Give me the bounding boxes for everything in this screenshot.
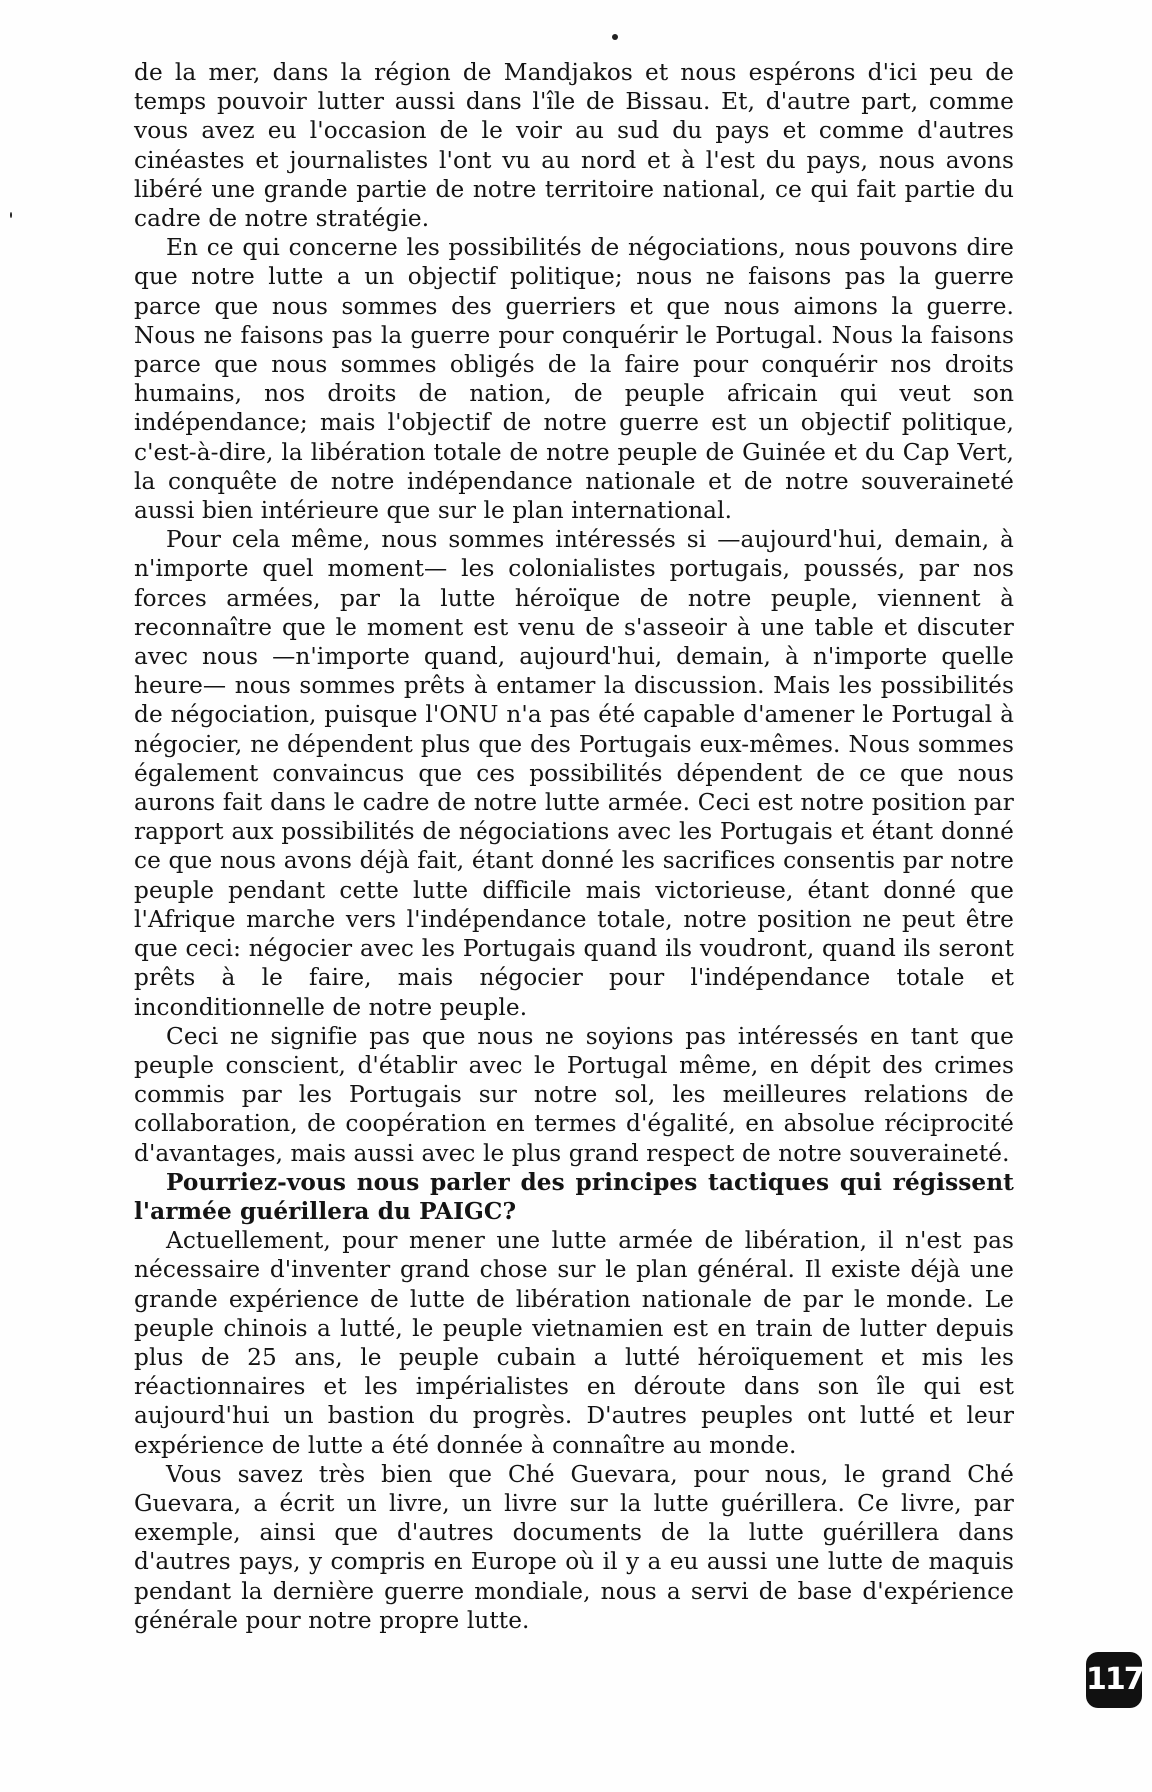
answer-paragraph-2: Vous savez très bien que Ché Guevara, pour nous, le grand Ché Guevara, a écrit un livre, un livre sur la lutte guérillera. Ce livre, par exemple, ainsi que d'autres documents de la lutte guérillera dans d'autres pays, y compris en Europe où il y a eu aussi une lutte de maquis pendant la dernière guerre mondiale, nous a servi de base d'expérience générale pour notre propre lutte. [134, 1460, 1014, 1634]
body-text [134, 58, 1014, 1635]
interview-question: Pourriez-vous nous parler des principes tactiques qui régissent l'armée guérillera du PAIGC? [134, 1168, 1014, 1225]
print-speck [612, 34, 618, 40]
paragraph-relations: Ceci ne signifie pas que nous ne soyions pas intéressés en tant que peuple conscient, d'établir avec le Portugal même, en dépit des crimes commis par les Portugais sur notre sol, les meilleures relations de collaboration, de coopération en termes d'égalité, en absolue réciprocité d'avantages, mais aussi avec le plus grand respect de notre souveraineté. [134, 1022, 1014, 1167]
page-number-badge: 117 [1086, 1652, 1142, 1708]
paragraph-negotiations: En ce qui concerne les possibilités de négociations, nous pouvons dire que notre lutte a un objectif politique; nous ne faisons pas la guerre parce que nous sommes des guerriers et que nous aimons la guerre. Nous ne faisons pas la guerre pour conquérir le Portugal. Nous la faisons parce que nous sommes obligés de la faire pour conquérir nos droits humains, nos droits de nation, de peuple africain qui veut son indépendance; mais l'objectif de notre guerre est un objectif politique, c'est-à-dire, la libération totale de notre peuple de Guinée et du Cap Vert, la conquête de notre indépendance nationale et de notre souveraineté aussi bien intérieure que sur le plan international. [134, 234, 1014, 525]
paragraph-continued: de la mer, dans la région de Mandjakos et nous espérons d'ici peu de temps pouvoir lutter aussi dans l'île de Bissau. Et, d'autre part, comme vous avez eu l'occasion de le voir au sud du pays et comme d'autres cinéastes et journalistes l'ont vu au nord et à l'est du pays, nous avons libéré une grande partie de notre territoire national, ce qui fait partie du cadre de notre stratégie. [134, 59, 1014, 233]
paragraph-position: Pour cela même, nous sommes intéressés si —aujourd'hui, demain, à n'importe quel moment— les colonialistes portugais, poussés, par nos forces armées, par la lutte héroïque de notre peuple, viennent à reconnaître que le moment est venu de s'asseoir à une table et discuter avec nous —n'importe quand, aujourd'hui, demain, à n'importe quelle heure— nous sommes prêts à entamer la discussion. Mais les possibilités de négociation, puisque l'ONU n'a pas été capable d'amener le Portugal à négocier, ne dépendent plus que des Portugais eux-mêmes. Nous sommes également convaincus que ces possibilités dépendent de ce que nous aurons fait dans le cadre de notre lutte armée. Ceci est notre position par rapport aux possibilités de négociations avec les Portugais et étant donné ce que nous avons déjà fait, étant donné les sacrifices consentis par notre peuple pendant cette lutte difficile mais victorieuse, étant donné que l'Afrique marche vers l'indépendance totale, notre position ne peut être que ceci: négocier avec les Portugais quand ils voudront, quand ils seront prêts à le faire, mais négocier pour l'indépendance totale et inconditionnelle de notre peuple. [134, 526, 1014, 1021]
print-speck [10, 212, 12, 218]
answer-paragraph-1: Actuellement, pour mener une lutte armée de libération, il n'est pas nécessaire d'inventer grand chose sur le plan général. Il existe déjà une grande expérience de lutte de libération nationale de par le monde. Le peuple chinois a lutté, le peuple vietnamien est en train de lutter depuis plus de 25 ans, le peuple cubain a lutté héroïquement et mis les réactionnaires et les impérialistes en déroute dans son île qui est aujourd'hui un bastion du progrès. D'autres peuples ont lutté et leur expérience de lutte a été donnée à connaître au monde. [134, 1227, 1014, 1459]
